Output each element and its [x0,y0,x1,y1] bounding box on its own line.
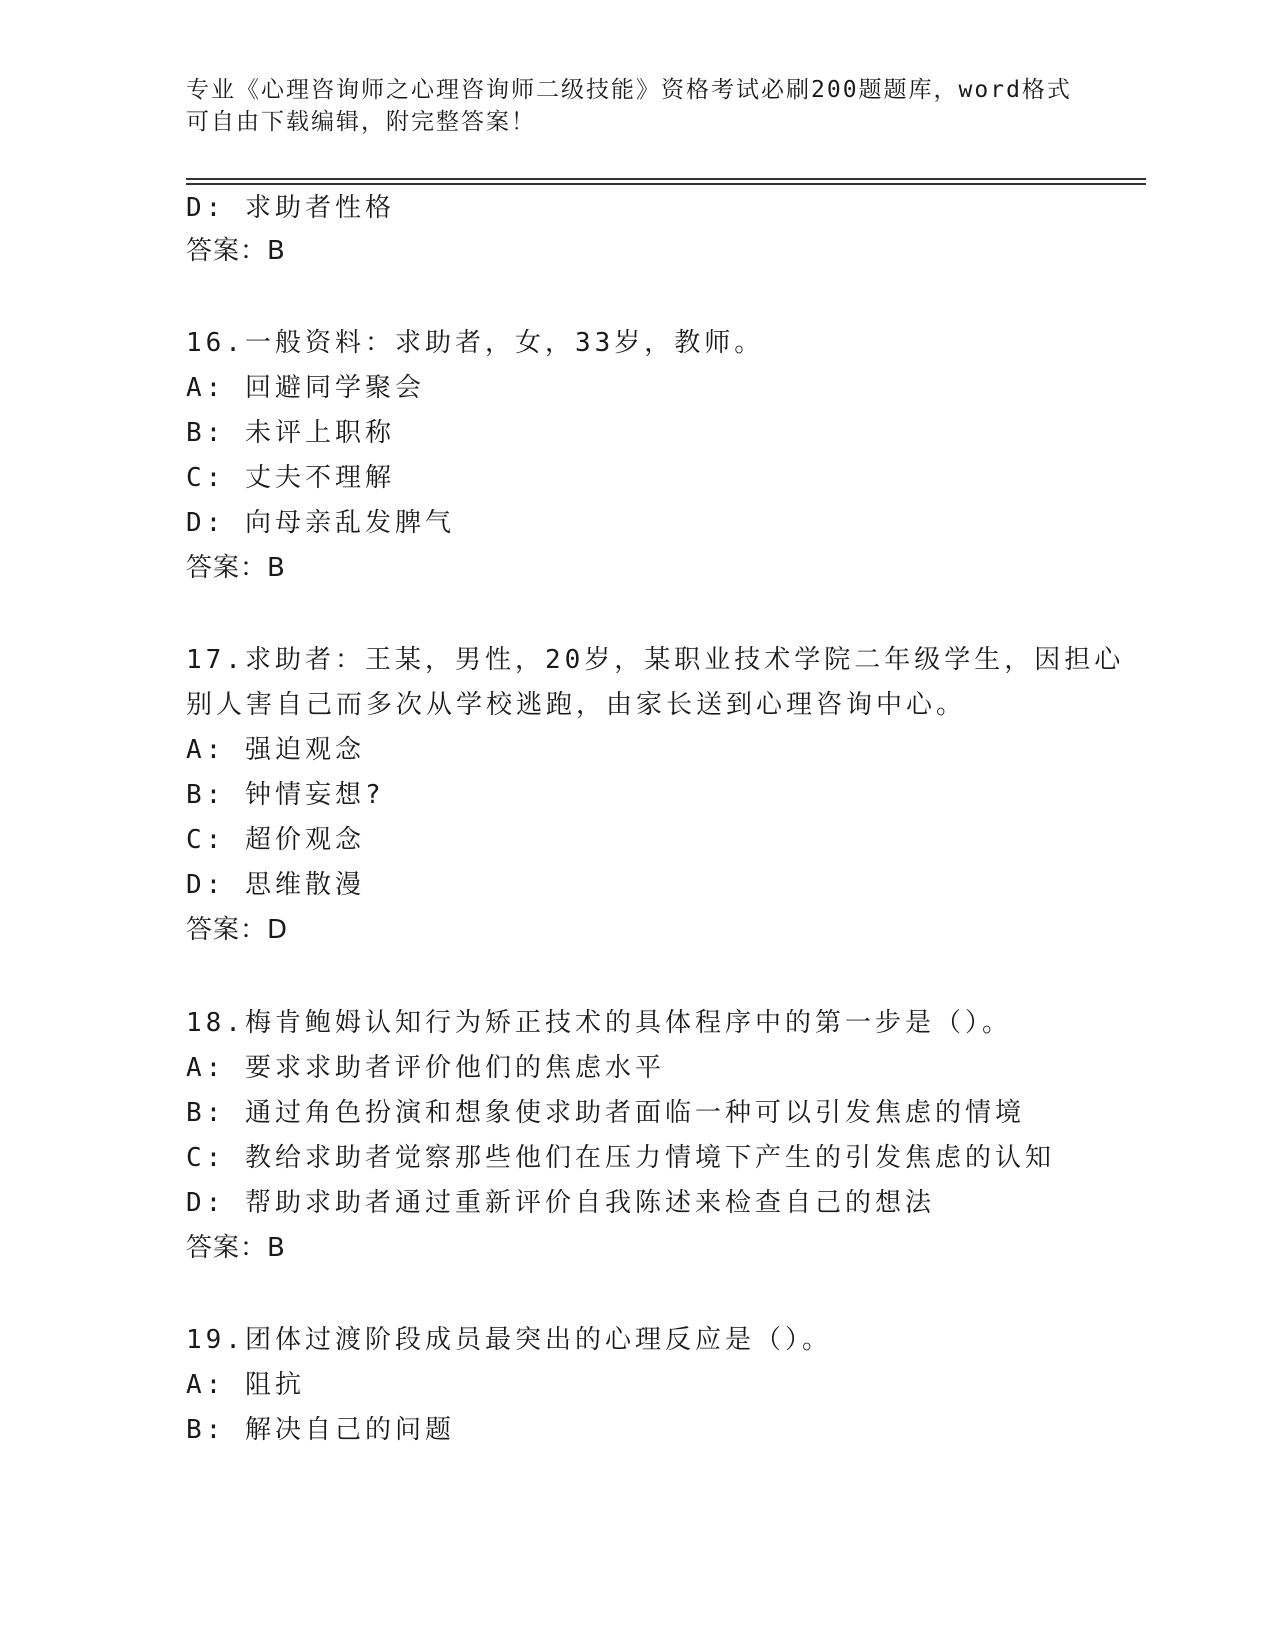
q17-answer: 答案：D [186,915,289,945]
q18-answer: 答案：B [186,1233,286,1263]
q17-option-b: B: 钟情妄想? [186,780,385,810]
q16-answer: 答案：B [186,553,286,583]
q16-option-b: B: 未评上职称 [186,418,395,448]
q18-stem: 18.梅肯鲍姆认知行为矫正技术的具体程序中的第一步是（）。 [186,1008,1012,1038]
q18-option-a: A: 要求求助者评价他们的焦虑水平 [186,1053,665,1083]
q18-option-b: B: 通过角色扮演和想象使求助者面临一种可以引发焦虑的情境 [186,1098,1025,1128]
q16-option-c: C: 丈夫不理解 [186,463,395,493]
header-divider-bottom [186,183,1146,185]
q18-option-d: D: 帮助求助者通过重新评价自我陈述来检查自己的想法 [186,1188,935,1218]
q16-option-a: A: 回避同学聚会 [186,373,425,403]
header-title-line-1: 专业《心理咨询师之心理咨询师二级技能》资格考试必刷200题题库，word格式 [186,77,1072,103]
q19-stem: 19.团体过渡阶段成员最突出的心理反应是（）。 [186,1325,832,1355]
header-divider-top [186,178,1146,180]
q17-option-d: D: 思维散漫 [186,870,365,900]
prev-option-d: D: 求助者性格 [186,193,395,223]
q16-stem: 16.一般资料：求助者，女，33岁，教师。 [186,328,765,358]
q17-option-a: A: 强迫观念 [186,735,365,765]
prev-answer: 答案：B [186,236,286,266]
q17-stem-line-2: 别人害自己而多次从学校逃跑，由家长送到心理咨询中心。 [186,690,967,720]
q19-option-b: B: 解决自己的问题 [186,1415,455,1445]
q17-option-c: C: 超价观念 [186,825,365,855]
header-title-line-2: 可自由下载编辑，附完整答案！ [186,109,536,135]
q17-stem-line-1: 17.求助者：王某，男性，20岁，某职业技术学院二年级学生，因担心 [186,645,1125,675]
document-header [186,74,1086,138]
q18-option-c: C: 教给求助者觉察那些他们在压力情境下产生的引发焦虑的认知 [186,1143,1055,1173]
q19-option-a: A: 阻抗 [186,1370,305,1400]
q16-option-d: D: 向母亲乱发脾气 [186,508,455,538]
